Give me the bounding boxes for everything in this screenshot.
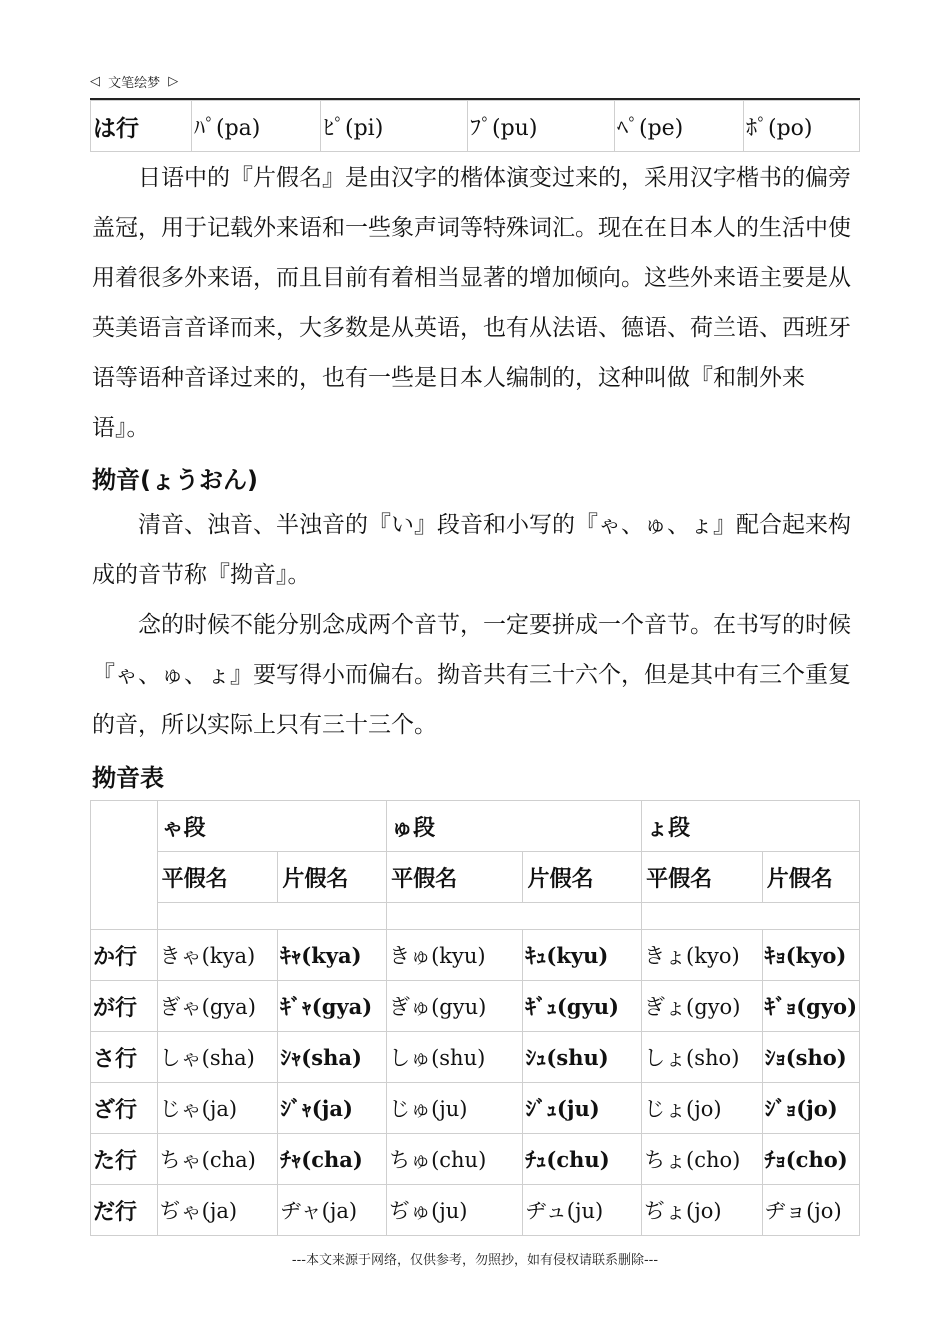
table-row: [91, 1032, 860, 1083]
table-row: [91, 930, 860, 981]
table-row: [91, 1134, 860, 1185]
table-cell: ｼｭ(shu): [523, 1032, 642, 1083]
table-subheader-row: [91, 852, 860, 903]
group-header: ゃ段: [157, 801, 386, 852]
yoon-note-paragraph: 念的时候不能分别念成两个音节，一定要拼成一个音节。在书写的时候『ゃ、ゅ、ょ』要写得小而偏右。拗音共有三十六个，但是其中有三个重复的音，所以实际上只有三十三个。: [92, 612, 851, 738]
table-cell: ﾍﾟ(pe): [615, 101, 744, 152]
table-header-row: [91, 801, 860, 852]
table-cell: ｼｬ(sha): [278, 1032, 387, 1083]
table-cell: ｼﾞｮ(jo): [762, 1083, 859, 1134]
table-cell: きゃ(kya): [157, 930, 278, 981]
spacer-row: [91, 903, 860, 930]
yoon-definition-paragraph: 清音、浊音、半浊音的『い』段音和小写的『ゃ、ゅ、ょ』配合起来构成的音节称『拗音』。: [92, 512, 851, 588]
column-header: 片假名: [278, 852, 387, 903]
table-cell: ｷﾞｭ(gyu): [523, 981, 642, 1032]
column-header: 片假名: [523, 852, 642, 903]
table-cell: ﾎﾟ(po): [744, 101, 860, 152]
table-row: [91, 101, 860, 152]
table-cell: ﾌﾟ(pu): [468, 101, 615, 152]
column-header: 平假名: [157, 852, 278, 903]
table-cell: ｷｬ(kya): [278, 930, 387, 981]
column-header: 片假名: [762, 852, 859, 903]
row-label: さ行: [91, 1032, 158, 1083]
table-cell: ちゅ(chu): [387, 1134, 523, 1185]
table-row: [91, 1185, 860, 1236]
table-cell: じゅ(ju): [387, 1083, 523, 1134]
table-cell: ｷｮ(kyo): [762, 930, 859, 981]
row-label: は行: [91, 101, 192, 152]
spacer-cell: [642, 903, 860, 930]
table-cell: ぢゅ(ju): [387, 1185, 523, 1236]
table-cell: ヂョ(jo): [762, 1185, 859, 1236]
table-cell: ヂュ(ju): [523, 1185, 642, 1236]
katakana-intro-paragraph: 日语中的『片假名』是由汉字的楷体演变过来的，采用汉字楷书的偏旁盖冠，用于记载外来语和一些象声词等特殊词汇。现在在日本人的生活中使用着很多外来语，而且目前有着相当显著的增加倾向。这些外来语主要是从英美语言音译而来，大多数是从英语，也有从法语、德语、荷兰语、西班牙语等语种音译过来的，也有一些是日本人编制的，这种叫做『和制外来语』。: [92, 165, 851, 441]
table-cell: ｷﾞｬ(gya): [278, 981, 387, 1032]
yoon-heading: 拗音(ょうおん): [92, 466, 258, 494]
row-label: だ行: [91, 1185, 158, 1236]
table-cell: ちゃ(cha): [157, 1134, 278, 1185]
table-cell: しゅ(shu): [387, 1032, 523, 1083]
table-cell: ﾊﾟ(pa): [192, 101, 321, 152]
table-cell: じょ(jo): [642, 1083, 763, 1134]
table-cell: ｼﾞｭ(ju): [523, 1083, 642, 1134]
header-brand: 文笔绘梦: [108, 76, 161, 91]
table-cell: じゃ(ja): [157, 1083, 278, 1134]
table-cell: ちょ(cho): [642, 1134, 763, 1185]
ha-row-table: [90, 100, 860, 152]
table-cell: ﾁｭ(chu): [523, 1134, 642, 1185]
table-cell: しょ(sho): [642, 1032, 763, 1083]
table-cell: ぢゃ(ja): [157, 1185, 278, 1236]
column-header: 平假名: [642, 852, 763, 903]
table-row: [91, 1083, 860, 1134]
spacer-cell: [387, 903, 642, 930]
table-row: [91, 981, 860, 1032]
table-cell: ヂャ(ja): [278, 1185, 387, 1236]
row-label: か行: [91, 930, 158, 981]
table-cell: ぎゃ(gya): [157, 981, 278, 1032]
table-cell: ぢょ(jo): [642, 1185, 763, 1236]
spacer-cell: [157, 903, 386, 930]
table-cell: ｷｭ(kyu): [523, 930, 642, 981]
row-label: た行: [91, 1134, 158, 1185]
table-cell: ｼﾞｬ(ja): [278, 1083, 387, 1134]
column-header: 平假名: [387, 852, 523, 903]
row-label: が行: [91, 981, 158, 1032]
table-cell: ぎょ(gyo): [642, 981, 763, 1032]
page-footer: ---本文来源于网络，仅供参考，勿照抄，如有侵权请联系删除---: [291, 1253, 659, 1268]
table-cell: ﾁｬ(cha): [278, 1134, 387, 1185]
left-triangle-icon: ◁: [90, 74, 100, 89]
page-header: [90, 72, 860, 100]
group-header: ょ段: [642, 801, 860, 852]
table-cell: きゅ(kyu): [387, 930, 523, 981]
group-header: ゅ段: [387, 801, 642, 852]
table-cell: ぎゅ(gyu): [387, 981, 523, 1032]
table-cell: ｼｮ(sho): [762, 1032, 859, 1083]
yoon-table: [90, 800, 860, 1236]
empty-corner-cell: [91, 801, 158, 930]
table-cell: ﾁｮ(cho): [762, 1134, 859, 1185]
yoon-table-heading: 拗音表: [92, 764, 164, 792]
row-label: ざ行: [91, 1083, 158, 1134]
right-triangle-icon: ▷: [168, 74, 179, 89]
table-cell: ｷﾞｮ(gyo): [762, 981, 859, 1032]
table-cell: ﾋﾟ(pi): [321, 101, 468, 152]
table-cell: きょ(kyo): [642, 930, 763, 981]
table-cell: しゃ(sha): [157, 1032, 278, 1083]
